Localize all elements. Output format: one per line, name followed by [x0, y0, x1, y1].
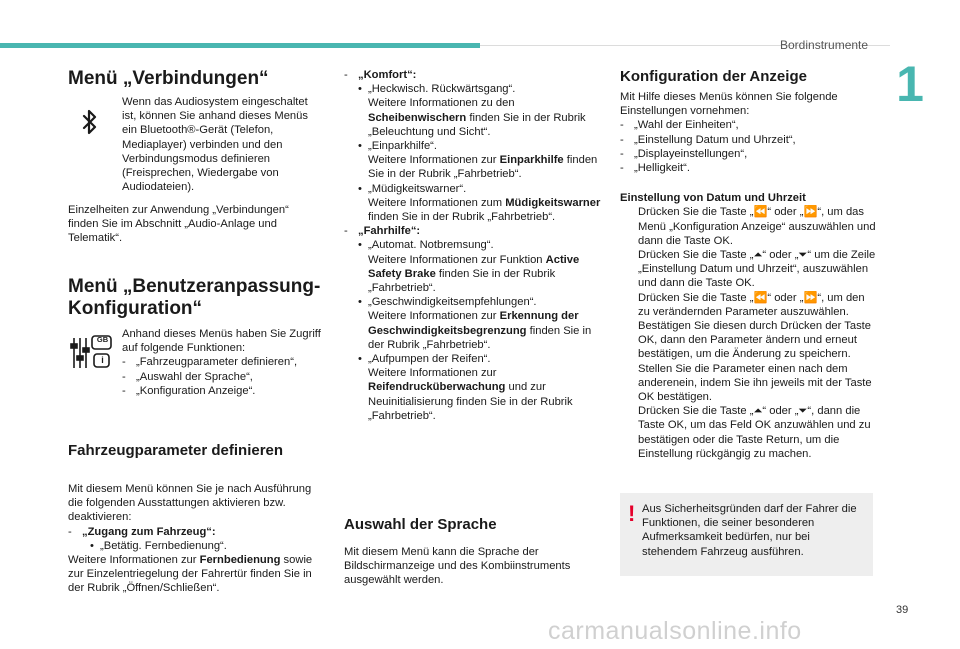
sprache-text: Mit diesem Menü kann die Sprache der Bildschirmanzeige und des Kombiinstruments ausgewählt werden.: [344, 546, 571, 587]
list-item: - „Fahrzeugparameter definieren“,: [122, 355, 322, 369]
info-badge-label: i: [101, 355, 104, 365]
bluetooth-icon: [78, 108, 102, 136]
fahrzeug-intro: Mit diesem Menü können Sie je nach Ausführung die folgenden Ausstattungen aktivieren bzw. deaktivieren:: [68, 483, 312, 524]
komfort-item-3-info: Weitere Informationen zum Müdigkeitswarner finden Sie in der Rubrik „Fahrbetrieb“.: [368, 196, 601, 224]
header-accent-bar: [0, 43, 480, 48]
zugang-bullet: • „Betätig. Fernbedienung“.: [90, 539, 318, 553]
step-2: Drücken Sie die Taste „⏶“ oder „⏷“ um die Zeile „Einstellung Datum und Uhrzeit“, auszuwählen und dann die Taste OK.: [638, 249, 876, 290]
fahrhilfe-item-3: • „Aufpumpen der Reifen“.: [358, 352, 602, 366]
verbindungen-details: Einzelheiten zur Anwendung „Verbindungen“ finden Sie im Abschnitt „Audio-Anlage und Telematik“.: [68, 204, 289, 245]
step-5: Drücken Sie die Taste „⏶“ oder „⏷“, dann die Taste OK, um das Feld OK anzuwählen und zu bestätigen oder die Taste Return, um die Einstellung rückgängig zu machen.: [638, 405, 871, 460]
fahrhilfe-item-1-info: Weitere Informationen zur Funktion Active Safety Brake finden Sie in der Rubrik „Fahrbetrieb“.: [368, 253, 580, 295]
komfort-item-2-info: Weitere Informationen zur Einparkhilfe finden Sie in der Rubrik „Fahrbetrieb“.: [368, 154, 598, 181]
section-title: Bordinstrumente: [780, 38, 869, 52]
heading-fahrzeugparameter: Fahrzeugparameter definieren: [68, 442, 284, 459]
verbindungen-details-block: [68, 203, 318, 246]
list-item: - „Einstellung Datum und Uhrzeit“,: [620, 133, 876, 147]
komfort-list: [344, 68, 602, 82]
heading-sprache: Auswahl der Sprache: [344, 516, 497, 533]
verbindungen-text: Wenn das Audiosystem eingeschaltet ist, können Sie anhand dieses Menüs ein Bluetooth®-Gerät (Telefon, Mediaplayer) verbinden und den Verbindungsmodus definieren (Freisprechen, Wiedergabe von Audiodateien).: [122, 96, 308, 194]
list-item: - „Wahl der Einheiten“,: [620, 118, 876, 132]
warning-box: [620, 493, 873, 576]
zugang-list: [68, 525, 318, 539]
zugang-more: Weitere Informationen zur Fernbedienung sowie zur Einzelentriegelung der Fahrertür finden Sie in der Rubrik „Öffnen/Schließen“.: [68, 554, 313, 595]
komfort-item-1-info: Weitere Informationen zu den Scheibenwischern finden Sie in der Rubrik „Beleuchtung und Sicht“.: [368, 97, 586, 138]
fahrhilfe-label: „Fahrhilfe“:: [358, 225, 421, 238]
fahrhilfe-item-1: • „Automat. Notbremsung“.: [358, 238, 602, 252]
list-item: [344, 224, 602, 238]
step-3: Drücken Sie die Taste „⏪“ oder „⏩“, um den zu verändernden Parameter auszuwählen. Bestätigen Sie diesen durch Drücken der Taste OK, dann den Parameter ändern und erneut bestätigen, um die Änderung zu speichern.: [638, 291, 872, 361]
column-3: [620, 68, 876, 461]
benutzer-description: [122, 327, 322, 398]
list-item: [344, 68, 602, 82]
language-badge-label: GB: [96, 335, 109, 344]
komfort-item-1: • „Heckwisch. Rückwärtsgang“.: [358, 82, 602, 96]
step-1: Drücken Sie die Taste „⏪“ oder „⏩“, um das Menü „Konfiguration Anzeige“ auszuwählen und dann die Taste OK.: [638, 206, 876, 247]
konfig-list: [620, 118, 876, 175]
heading-benutzer-line1: Menü „Benutzeranpassung-: [68, 276, 321, 297]
chapter-number: 1: [896, 56, 924, 112]
zugang-label: „Zugang zum Fahrzeug“:: [82, 525, 216, 538]
benutzer-intro: Anhand dieses Menüs haben Sie Zugriff auf folgende Funktionen:: [122, 328, 321, 355]
fahrhilfe-item-2-info: Weitere Informationen zur Erkennung der Geschwindigkeitsbegrenzung finden Sie in der Rubrik „Fahrbetrieb“.: [368, 310, 592, 351]
fahrzeug-heading-block: [68, 442, 328, 460]
sprache-block: [344, 516, 599, 588]
list-item: - „Displayeinstellungen“,: [620, 147, 876, 161]
step-4: Stellen Sie die Parameter einen nach dem anderenein, indem Sie ihn jeweils mit der Taste OK bestätigen.: [638, 362, 872, 404]
watermark: carmanualsonline.info: [548, 617, 802, 645]
list-item: - „Auswahl der Sprache“,: [122, 370, 322, 384]
list-item: [68, 525, 318, 539]
heading-konfiguration: Konfiguration der Anzeige: [620, 68, 807, 85]
fahrzeug-body: [68, 482, 318, 596]
list-item: - „Helligkeit“.: [620, 161, 876, 175]
komfort-label: „Komfort“:: [358, 69, 417, 81]
page-number: 39: [896, 604, 909, 616]
column-1: [68, 68, 318, 90]
datum-title: Einstellung von Datum und Uhrzeit: [620, 192, 806, 205]
warning-text: Aus Sicherheitsgründen darf der Fahrer die Funktionen, die seiner besonderen Aufmerksamkeit bedürfen, nur bei stehendem Fahrzeug ausführen.: [642, 503, 857, 558]
list-item: - „Konfiguration Anzeige“.: [122, 384, 322, 398]
benutzer-heading-block: [68, 276, 328, 320]
verbindungen-description: [122, 95, 320, 194]
fahrhilfe-list: [344, 224, 602, 238]
warning-icon: !: [628, 501, 636, 526]
benutzer-list: [122, 355, 322, 398]
komfort-item-2: • „Einparkhilfe“.: [358, 139, 602, 153]
column-2: [344, 68, 602, 423]
heading-benutzer-line2: Konfiguration“: [68, 298, 203, 319]
konfig-intro: Mit Hilfe dieses Menüs können Sie folgende Einstellungen vornehmen:: [620, 91, 838, 118]
fahrhilfe-item-2: • „Geschwindigkeitsempfehlungen“.: [358, 295, 602, 309]
komfort-item-3: • „Müdigkeitswarner“.: [358, 182, 602, 196]
heading-verbindungen: Menü „Verbindungen“: [68, 68, 269, 89]
fahrhilfe-item-3-info: Weitere Informationen zur Reifendrucküberwachung und zur Neuinitialisierung finden Sie in der Rubrik „Fahrbetrieb“.: [368, 367, 573, 422]
